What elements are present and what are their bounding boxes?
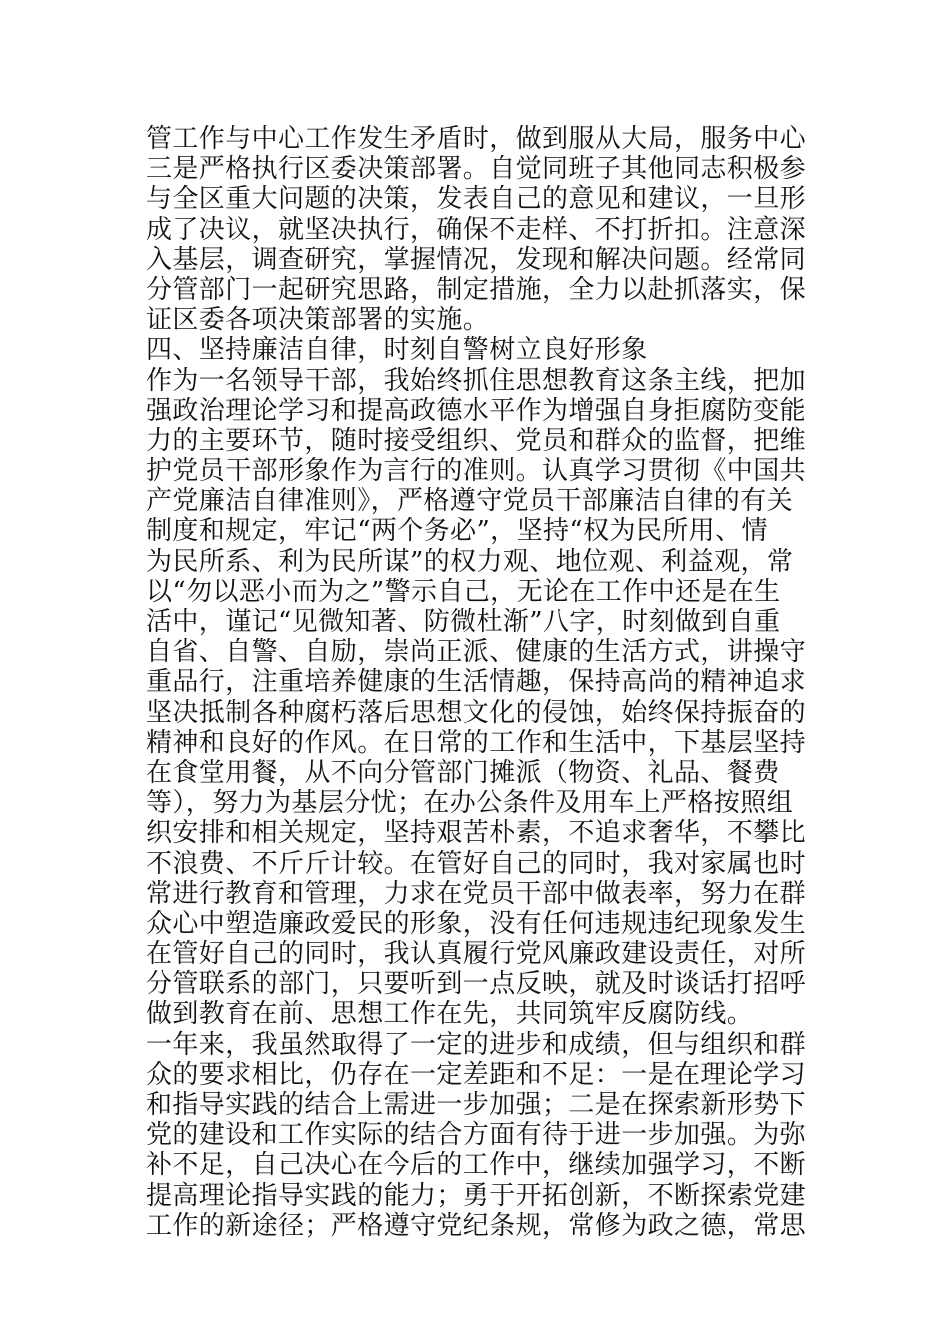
- text-line-32: 众的要求相比，仍存在一定差距和不足：一是在理论学习: [146, 1059, 807, 1090]
- text-line-14: 制度和规定，牢记“两个务必”，坚持“权为民所用、情: [146, 516, 768, 547]
- text-line-16: 以“勿以恶小而为之”警示自己，无论在工作中还是在生: [146, 576, 781, 607]
- text-line-13: 产党廉洁自律准则》，严格遵守党员干部廉洁自律的有关: [146, 486, 794, 517]
- text-line-25: 不浪费、不斤斤计较。在管好自己的同时，我对家属也时: [146, 848, 807, 879]
- text-line-20: 坚决抵制各种腐朽落后思想文化的侵蚀，始终保持振奋的: [146, 697, 807, 728]
- text-line-11: 力的主要环节，随时接受组织、党员和群众的监督，把维: [146, 425, 807, 456]
- text-line-10: 强政治理论学习和提高政德水平作为增强自身拒腐防变能: [146, 395, 807, 426]
- text-line-3: 与全区重大问题的决策，发表自己的意见和建议，一旦形: [146, 184, 807, 215]
- text-line-33: 和指导实践的结合上需进一步加强；二是在探索新形势下: [146, 1090, 807, 1120]
- text-line-26: 常进行教育和管理，力求在党员干部中做表率，努力在群: [146, 878, 807, 909]
- text-line-37: 工作的新途径；严格遵守党纪条规，常修为政之德，常思: [146, 1210, 807, 1241]
- text-line-12: 护党员干部形象作为言行的准则。认真学习贯彻《中国共: [146, 456, 807, 487]
- text-line-15: 为民所系、利为民所谋”的权力观、地位观、利益观，常: [146, 546, 794, 577]
- text-line-9: 作为一名领导干部，我始终抓住思想教育这条主线，把加: [146, 365, 807, 396]
- text-line-35: 补不足，自己决心在今后的工作中，继续加强学习，不断: [146, 1150, 807, 1181]
- text-line-28: 在管好自己的同时，我认真履行党风廉政建设责任，对所: [146, 939, 807, 970]
- text-line-24: 织安排和相关规定，坚持艰苦朴素，不追求奢华，不攀比: [146, 818, 807, 849]
- text-line-27: 众心中塑造廉政爱民的形象，没有任何违规违纪现象发生: [146, 908, 807, 939]
- text-line-36: 提高理论指导实践的能力；勇于开拓创新，不断探索党建: [146, 1180, 807, 1211]
- text-line-18: 自省、自警、自励，崇尚正派、健康的生活方式，讲操守: [146, 637, 807, 668]
- text-line-19: 重品行，注重培养健康的生活情趣，保持高尚的精神追求: [146, 667, 807, 698]
- text-line-1: 管工作与中心工作发生矛盾时，做到服从大局，服务中心: [146, 124, 807, 154]
- text-line-31: 一年来，我虽然取得了一定的进步和成绩，但与组织和群: [146, 1029, 807, 1060]
- text-line-23: 等），努力为基层分忧；在办公条件及用车上严格按照组: [146, 788, 794, 819]
- text-line-30: 做到教育在前、思想工作在先，共同筑牢反腐防线。: [146, 999, 754, 1030]
- text-line-5: 入基层，调查研究，掌握情况，发现和解决问题。经常同: [146, 244, 807, 275]
- document-body: [146, 124, 816, 1241]
- text-line-17: 活中，谨记“见微知著、防微杜渐”八字，时刻做到自重: [146, 607, 781, 637]
- text-line-7: 证区委各项决策部署的实施。: [146, 305, 490, 336]
- text-line-6: 分管部门一起研究思路，制定措施，全力以赴抓落实，保: [146, 274, 807, 305]
- text-line-4: 成了决议，就坚决执行，确保不走样、不打折扣。注意深: [146, 214, 807, 245]
- text-line-22: 在食堂用餐，从不向分管部门摊派（物资、礼品、餐费: [146, 757, 780, 788]
- text-line-34: 党的建设和工作实际的结合方面有待于进一步加强。为弥: [146, 1120, 807, 1151]
- text-line-21: 精神和良好的作风。在日常的工作和生活中，下基层坚持: [146, 727, 807, 758]
- text-line-29: 分管联系的部门，只要听到一点反映，就及时谈话打招呼: [146, 969, 807, 1000]
- section-heading: 四、坚持廉洁自律，时刻自警树立良好形象: [146, 335, 648, 366]
- text-line-2: 三是严格执行区委决策部署。自觉同班子其他同志积极参: [146, 154, 807, 185]
